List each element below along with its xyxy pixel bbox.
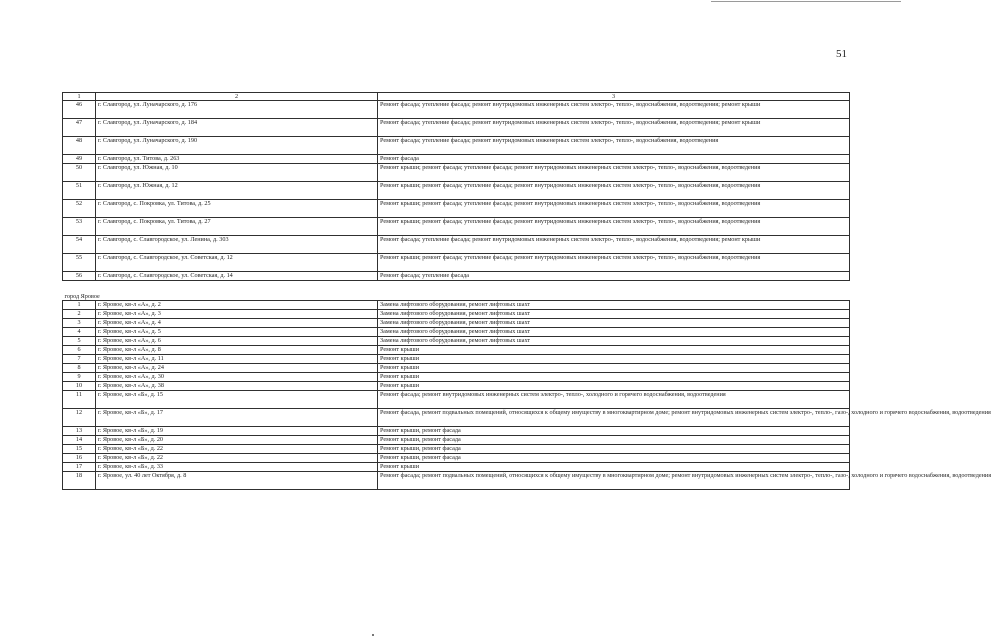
- row-works: Ремонт крыши, ремонт фасада: [378, 454, 850, 463]
- table-row: [63, 218, 850, 236]
- row-address: г. Яровое, кв-л «Б», д. 15: [96, 391, 378, 409]
- row-number: 14: [63, 436, 96, 445]
- row-number: 5: [63, 337, 96, 346]
- row-number: 52: [63, 200, 96, 218]
- row-number: 56: [63, 272, 96, 281]
- row-works: Ремонт крыши; ремонт фасада; утепление фасада; ремонт внутридомовых инженерных систем электро-, тепло-, водоснабжения, водоотведения: [378, 218, 850, 236]
- row-works: Ремонт фасада; утепление фасада; ремонт внутридомовых инженерных систем электро-, тепло-, водоснабжения, водоотведения; ремонт крыши: [378, 101, 850, 119]
- row-address: г. Яровое, кв-л «Б», д. 22: [96, 445, 378, 454]
- section-title: город Яровое: [64, 293, 100, 300]
- row-number: 50: [63, 164, 96, 182]
- row-address: г. Яровое, кв-л «А», д. 30: [96, 373, 378, 382]
- row-works: Ремонт крыши, ремонт фасада: [378, 445, 850, 454]
- row-works: Ремонт крыши: [378, 346, 850, 355]
- table-row: [63, 409, 850, 427]
- row-works: Замена лифтового оборудования, ремонт лифтовых шахт: [378, 337, 850, 346]
- row-number: 17: [63, 463, 96, 472]
- row-works: Замена лифтового оборудования, ремонт лифтовых шахт: [378, 319, 850, 328]
- row-number: 53: [63, 218, 96, 236]
- row-address: г. Яровое, ул. 40 лет Октября, д. 8: [96, 472, 378, 490]
- row-number: 2: [63, 310, 96, 319]
- row-works: Замена лифтового оборудования, ремонт лифтовых шахт: [378, 310, 850, 319]
- row-address: г. Славгород, ул. Титова, д. 263: [96, 155, 378, 164]
- table-row: [63, 182, 850, 200]
- row-address: г. Яровое, кв-л «А», д. 8: [96, 346, 378, 355]
- row-address: г. Славгород, с. Славгородское, ул. Советская, д. 14: [96, 272, 378, 281]
- row-address: г. Славгород, ул. Луначарского, д. 184: [96, 119, 378, 137]
- row-works: Ремонт крыши, ремонт фасада: [378, 436, 850, 445]
- column-header-number: 1: [63, 93, 96, 101]
- table-row: [63, 382, 850, 391]
- row-address: г. Яровое, кв-л «А», д. 2: [96, 301, 378, 310]
- row-number: 49: [63, 155, 96, 164]
- table-header-row: [63, 93, 850, 101]
- table-row: [63, 200, 850, 218]
- row-address: г. Яровое, кв-л «А», д. 38: [96, 382, 378, 391]
- row-works: Ремонт фасада; ремонт внутридомовых инженерных систем электро-, тепло-, холодного и горячего водоснабжения, водоотведения: [378, 391, 850, 409]
- row-number: 18: [63, 472, 96, 490]
- row-number: 9: [63, 373, 96, 382]
- column-header-address: 2: [96, 93, 378, 101]
- table-row: [63, 427, 850, 436]
- table-body: [63, 93, 991, 490]
- row-address: г. Яровое, кв-л «А», д. 6: [96, 337, 378, 346]
- row-number: 11: [63, 391, 96, 409]
- row-address: г. Яровое, кв-л «Б», д. 22: [96, 454, 378, 463]
- row-works: Ремонт фасада; ремонт подвальных помещений, относящихся к общему имуществу в многоквартирном доме; ремонт внутридомовых инженерных систем электро-, тепло-, газо-, холодного и горячего водоснабжения, водоотведения: [378, 472, 850, 490]
- row-address: г. Славгород, ул. Луначарского, д. 176: [96, 101, 378, 119]
- row-number: 16: [63, 454, 96, 463]
- row-number: 15: [63, 445, 96, 454]
- table-row: [63, 454, 850, 463]
- row-number: 13: [63, 427, 96, 436]
- table-row: [63, 328, 850, 337]
- row-works: Ремонт фасада; утепление фасада; ремонт внутридомовых инженерных систем электро-, тепло-, водоснабжения, водоотведения; ремонт крыши: [378, 236, 850, 254]
- row-works: Ремонт фасада, ремонт подвальных помещений, относящихся к общему имуществу в многоквартирном доме; ремонт внутридомовых инженерных систем электро-, тепло-, газо-, холодного и горячего водоснабжения, водоотведения: [378, 409, 850, 427]
- table-row: [63, 346, 850, 355]
- table-row: [63, 101, 850, 119]
- row-works: Ремонт крыши; ремонт фасада; утепление фасада; ремонт внутридомовых инженерных систем электро-, тепло-, водоснабжения, водоотведения: [378, 182, 850, 200]
- row-address: г. Яровое, кв-л «А», д. 5: [96, 328, 378, 337]
- row-number: 12: [63, 409, 96, 427]
- page-number: 51: [836, 48, 847, 60]
- row-number: 47: [63, 119, 96, 137]
- row-address: г. Яровое, кв-л «Б», д. 33: [96, 463, 378, 472]
- row-works: Ремонт фасада: [378, 155, 850, 164]
- scan-speck: [372, 634, 374, 636]
- section-row: [63, 281, 850, 301]
- row-address: г. Яровое, кв-л «А», д. 4: [96, 319, 378, 328]
- table-row: [63, 155, 850, 164]
- row-address: г. Славгород, с. Покровка, ул. Титова, д. 25: [96, 200, 378, 218]
- table-row: [63, 391, 850, 409]
- row-number: 6: [63, 346, 96, 355]
- row-works: Ремонт крыши: [378, 373, 850, 382]
- table-row: [63, 337, 850, 346]
- row-works: Ремонт крыши; ремонт фасада; утепление фасада; ремонт внутридомовых инженерных систем электро-, тепло-, водоснабжения, водоотведения: [378, 200, 850, 218]
- table-row: [63, 436, 850, 445]
- row-address: г. Славгород, с. Покровка, ул. Титова, д. 27: [96, 218, 378, 236]
- row-works: Ремонт фасада; утепление фасада; ремонт внутридомовых инженерных систем электро-, тепло-, водоснабжения, водоотведения: [378, 137, 850, 155]
- table-row: [63, 137, 850, 155]
- top-edge-line: [711, 1, 901, 2]
- row-address: г. Славгород, с. Славгородское, ул. Ленина, д. 303: [96, 236, 378, 254]
- row-works: Ремонт крыши, ремонт фасада: [378, 427, 850, 436]
- row-address: г. Яровое, кв-л «А», д. 3: [96, 310, 378, 319]
- table-row: [63, 319, 850, 328]
- row-number: 4: [63, 328, 96, 337]
- table-row: [63, 310, 850, 319]
- row-number: 3: [63, 319, 96, 328]
- row-address: г. Славгород, ул. Южная, д. 12: [96, 182, 378, 200]
- row-works: Ремонт крыши: [378, 364, 850, 373]
- row-address: г. Яровое, кв-л «Б», д. 20: [96, 436, 378, 445]
- row-works: Ремонт крыши: [378, 355, 850, 364]
- row-works: Ремонт крыши: [378, 463, 850, 472]
- table-row: [63, 301, 850, 310]
- table-row: [63, 272, 850, 281]
- table-row: [63, 119, 850, 137]
- row-address: г. Яровое, кв-л «Б», д. 19: [96, 427, 378, 436]
- row-number: 54: [63, 236, 96, 254]
- row-number: 46: [63, 101, 96, 119]
- table-row: [63, 355, 850, 364]
- row-address: г. Славгород, ул. Южная, д. 10: [96, 164, 378, 182]
- table-row: [63, 445, 850, 454]
- row-number: 7: [63, 355, 96, 364]
- row-works: Ремонт фасада; утепление фасада: [378, 272, 850, 281]
- row-number: 51: [63, 182, 96, 200]
- row-address: г. Славгород, с. Славгородское, ул. Советская, д. 12: [96, 254, 378, 272]
- row-number: 48: [63, 137, 96, 155]
- row-works: Ремонт крыши: [378, 382, 850, 391]
- table-row: [63, 164, 850, 182]
- row-works: Замена лифтового оборудования, ремонт лифтовых шахт: [378, 301, 850, 310]
- table-row: [63, 463, 850, 472]
- row-works: Ремонт крыши; ремонт фасада; утепление фасада; ремонт внутридомовых инженерных систем электро-, тепло-, водоснабжения, водоотведения: [378, 254, 850, 272]
- table-row: [63, 373, 850, 382]
- row-address: г. Славгород, ул. Луначарского, д. 190: [96, 137, 378, 155]
- row-works: Ремонт фасада; утепление фасада; ремонт внутридомовых инженерных систем электро-, тепло-, водоснабжения, водоотведения; ремонт крыши: [378, 119, 850, 137]
- row-address: г. Яровое, кв-л «А», д. 11: [96, 355, 378, 364]
- column-header-works: 3: [378, 93, 850, 101]
- table-row: [63, 236, 850, 254]
- table-row: [63, 364, 850, 373]
- row-address: г. Яровое, кв-л «Б», д. 17: [96, 409, 378, 427]
- row-number: 1: [63, 301, 96, 310]
- repair-works-table: [62, 92, 991, 490]
- table-row: [63, 254, 850, 272]
- row-address: г. Яровое, кв-л «А», д. 24: [96, 364, 378, 373]
- row-number: 10: [63, 382, 96, 391]
- row-works: Ремонт крыши; ремонт фасада; утепление фасада; ремонт внутридомовых инженерных систем электро-, тепло-, водоснабжения, водоотведения: [378, 164, 850, 182]
- table-row: [63, 472, 850, 490]
- row-number: 8: [63, 364, 96, 373]
- row-works: Замена лифтового оборудования, ремонт лифтовых шахт: [378, 328, 850, 337]
- row-number: 55: [63, 254, 96, 272]
